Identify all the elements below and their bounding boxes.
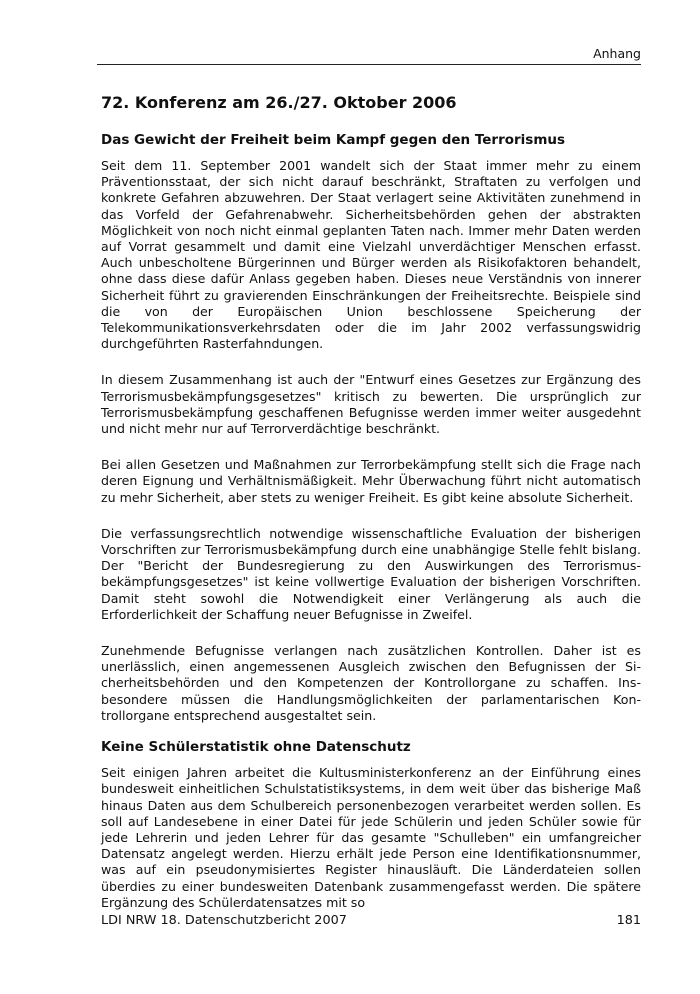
footer-publication: LDI NRW 18. Datenschutzbericht 2007 — [101, 913, 347, 928]
topic1-paragraph-4: Die verfassungsrechtlich notwendige wissenschaftliche Evaluation der bisherigen Vorschriften zur Terrorismusbekämpfung durch eine unabhängige Stelle fehlt bislang. Der "Bericht der Bundesregierung zu den Auswirkungen des Terrorismus-bekämpfungsgesetzes" ist keine vollwertige Evaluation der bisherigen Vorschriften. Damit steht sowohl die Notwendigkeit einer Verlängerung als auch die Erforderlichkeit der Schaffung neuer Befugnisse in Zweifel. — [101, 525, 641, 622]
section-title: 72. Konferenz am 26./27. Oktober 2006 — [101, 93, 457, 112]
page-body — [101, 92, 641, 931]
topic1-heading: Das Gewicht der Freiheit beim Kampf gegen den Terrorismus — [101, 132, 566, 148]
topic1-paragraph-5: Zunehmende Befugnisse verlangen nach zusätzlichen Kontrollen. Daher ist es unerlässlich, einen angemessenen Ausgleich zwischen den Befugnissen der Sicherheitsbehörden und den Kompetenzen der Kontrollorgane zu schaffen. Insbesondere müssen die Handlungsmöglichkeiten der parlamentarischen Kontrollorgane entsprechend ausgestaltet sein. — [101, 643, 641, 723]
page-number: 181 — [616, 913, 641, 928]
topic1-paragraph-1: Seit dem 11. September 2001 wandelt sich der Staat immer mehr zu einem Präventionsstaat, der sich nicht darauf beschränkt, Straftaten zu verfolgen und konkrete Gefahren abzuwehren. Der Staat verlagert seine Aktivitäten zunehmend in das Vorfeld der Gefahrenabwehr. Sicherheitsbehörden gehen der abstrakten Möglichkeit von noch nicht einmal geplanten Taten nach. Immer mehr Daten werden auf Vorrat gesammelt und damit eine Vielzahl unverdächtiger Menschen erfasst. Auch unbescholtene Bürgerinnen und Bürger werden als Risikofaktoren behandelt, ohne dass diese dafür Anlass gegeben haben. Dieses neue Verständnis von innerer Sicherheit führt zu gravierenden Einschränkungen der Freiheitsrechte. Beispiele sind die von der Europäischen Union beschlossene Speicherung der Telekommunikationsverkehrsdaten oder die im Jahr 2002 verfassungswidrig durchgeführten Rasterfahndungen. — [101, 158, 641, 352]
header-rule — [97, 64, 641, 65]
topic2-paragraph-1: Seit einigen Jahren arbeitet die Kultusministerkonferenz an der Einführung eines bundesweit einheitlichen Schulstatistiksystems, in dem weit über das bisherige Maß hinaus Daten aus dem Schulbereich personenbezogen verarbeitet werden sollen. Es soll auf Landesebene in einer Datei für jede Schülerin und jeden Schüler sowie für jede Lehrerin und jeden Lehrer für das gesamte "Schulleben" ein umfangreicher Datensatz angelegt werden. Hierzu erhält jede Person eine Identifikationsnummer, was auf ein pseudonymisiertes Register hinausläuft. Die Länderdateien sollen überdies zu einer bundesweiten Datenbank zusammengefasst werden. Die spätere Ergänzung des Schülerdatensatzes mit so — [101, 765, 641, 910]
running-header: Anhang — [593, 46, 641, 61]
topic2-heading: Keine Schülerstatistik ohne Datenschutz — [101, 739, 411, 756]
topic1-paragraph-3: Bei allen Gesetzen und Maßnahmen zur Terrorbekämpfung stellt sich die Frage nach deren Eignung und Verhältnismäßigkeit. Mehr Überwachung führt nicht automatisch zu mehr Sicherheit, aber stets zu weniger Freiheit. Es gibt keine absolute Sicherheit. — [101, 457, 641, 505]
topic1-paragraph-2: In diesem Zusammenhang ist auch der "Entwurf eines Gesetzes zur Ergänzung des Terrorismusbekämpfungsgesetzes" kritisch zu bewerten. Die ursprünglich zur Terrorismusbekämpfung geschaffenen Befugnisse werden immer weiter ausgedehnt und nicht mehr nur auf Terrorverdächtige beschränkt. — [101, 372, 641, 437]
